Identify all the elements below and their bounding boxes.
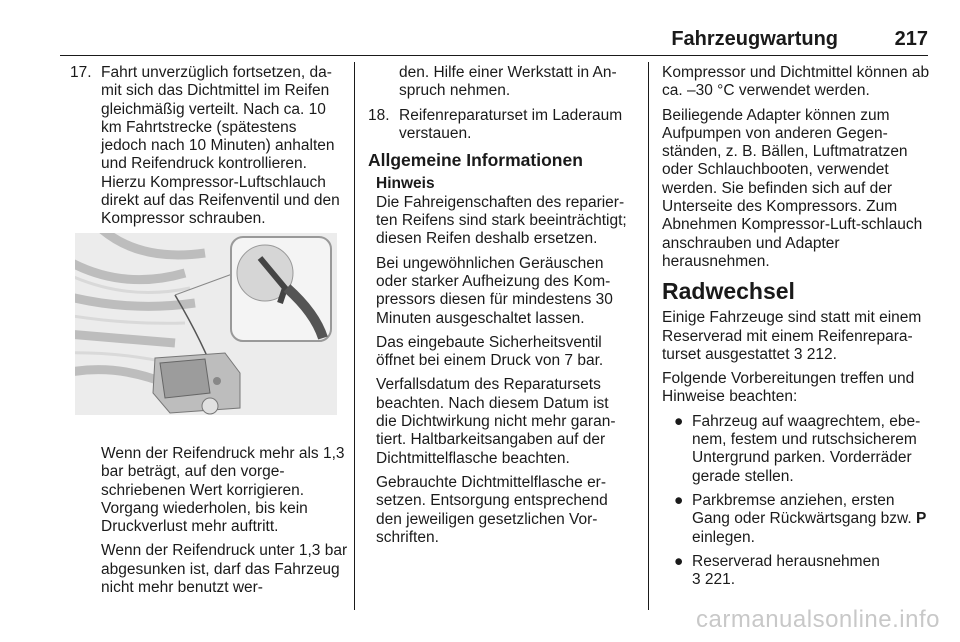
note-block [368,175,633,547]
list-item-text: einlegen. [692,528,755,546]
paragraph: Folgende Vorbereitungen treffen und Hinweise beachten: [662,370,915,406]
column-divider-2 [648,62,649,610]
paragraph: Beiliegende Adapter können zum Aufpumpen von anderen Gegen-ständen, z. B. Bällen, Luftmatratzen oder Schlauchbooten, verwendet werden. Sie befinden sich auf der Unterseite des Kompressors. Zum Abnehmen Kompressor-Luft-schlauch anschrauben und Adapter herausnehmen. [662,106,923,270]
column-1-lower [101,445,351,603]
step-17 [70,64,342,229]
page-header [60,26,928,56]
bullet-icon: ● [674,552,684,570]
list-item-text: Reserverad herausnehmen [692,552,880,570]
page-number: 217 [894,28,928,50]
page-reference-link[interactable]: 3 212. [793,345,837,363]
step-18 [368,107,633,144]
note-title: Hinweis [376,175,435,193]
step-text: Reifenreparaturset im Laderaum verstauen. [399,106,623,142]
paragraph: Gebrauchte Dichtmittelflasche er-setzen. Entsorgung entsprechend den jeweiligen gesetzlichen Vor-schriften. [376,473,608,546]
compressor-illustration [75,233,337,415]
note-text: Die Fahreigenschaften des reparier-ten Reifens sind stark beeinträchtigt; diesen Reifen deshalb ersetzen. [376,193,627,248]
pressure-note-1: Wenn der Reifendruck mehr als 1,3 bar beträgt, auf den vorge-schriebenen Wert korrigieren. Vorgang wiederholen, bis kein Druckverlust mehr auftritt. [101,445,345,536]
paragraph: Kompressor und Dichtmittel können ab ca. –30 °C verwendet werden. [662,64,930,100]
watermark: carmanualsonline.info [696,606,940,633]
bullet-icon: ● [674,491,684,509]
list-item [662,492,932,547]
list-item-text: Parkbremse anziehen, ersten Gang oder Rückwärtsgang bzw. [692,491,912,528]
column-2 [368,64,633,553]
section-heading: Allgemeine Informationen [368,150,583,171]
paragraph: Verfallsdatum des Reparatursets beachten. Nach diesem Datum ist die Dichtwirkung nicht mehr garan-tiert. Haltbarkeitsangaben auf der Dichtmittelflasche beachten. [376,376,616,467]
paragraph [662,309,932,364]
pressure-note-2: Wenn der Reifendruck unter 1,3 bar abgesunken ist, darf das Fahrzeug nicht mehr benutzt wer- [101,542,348,597]
section-heading-radwechsel: Radwechsel [662,278,795,305]
list-item-text: Fahrzeug auf waagrechtem, ebe-nem, festem und rutschsicherem Untergrund parken. Vorderräder gerade stellen. [692,412,921,485]
paragraph-text: Einige Fahrzeuge sind statt mit einem Reserverad mit einem Reifenrepara-turset ausgestattet [662,309,922,363]
gear-position-label: P [916,510,927,528]
bullet-icon: ● [674,412,684,430]
paragraph: Das eingebaute Sicherheitsventil öffnet bei einem Druck von 7 bar. [376,333,604,370]
step-number: 18. [368,106,390,124]
page-reference-link[interactable]: 3 221. [692,571,736,589]
column-3 [662,64,932,595]
list-item [662,553,932,590]
step-number: 17. [70,64,92,81]
column-1 [70,64,342,229]
list-item [662,413,932,486]
paragraph: Bei ungewöhnlichen Geräuschen oder starker Aufheizung des Kom-pressors diesen für mindestens 30 Minuten ausgeschaltet lassen. [376,254,613,327]
continued-text: den. Hilfe einer Werkstatt in An-spruch nehmen. [399,64,617,100]
step-text: Fahrt unverzüglich fortsetzen, da-mit sich das Dichtmittel im Reifen gleichmäßig verteilt. Nach ca. 10 km Fahrtstrecke (spätestens jedoch nach 10 Minuten) anhalten und Reifendruck kontrollieren. Hierzu Kompressor-Luftschlauch direkt auf das Reifenventil und den Kompressor schrauben. [101,64,340,228]
column-divider-1 [354,62,355,610]
header-title: Fahrzeugwartung [671,28,838,50]
